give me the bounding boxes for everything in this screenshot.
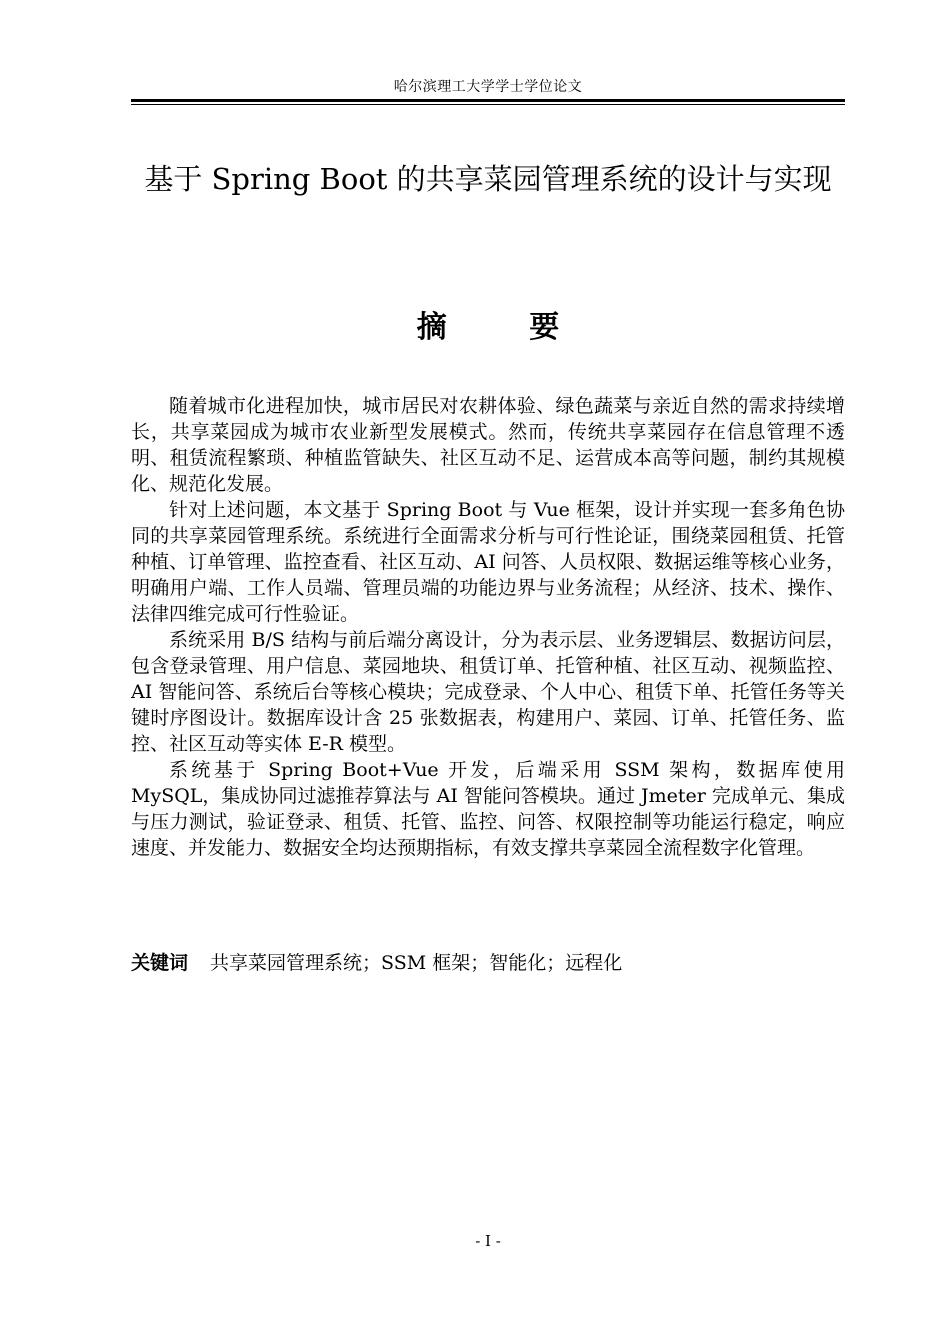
thesis-title: 基于 Spring Boot 的共享菜园管理系统的设计与实现 — [144, 162, 832, 196]
abstract-paragraph-1: 随着城市化进程加快，城市居民对农耕体验、绿色蔬菜与亲近自然的需求持续增长，共享菜园成为城市农业新型发展模式。然而，传统共享菜园存在信息管理不透明、租赁流程繁琐、种植监管缺失、社区互动不足、运营成本高等问题，制约其规模化、规范化发展。 — [131, 395, 845, 495]
keywords-label: 关键词 — [131, 952, 189, 974]
header-rule-thick — [131, 99, 845, 102]
keywords-line — [131, 950, 845, 976]
abstract-body — [131, 393, 845, 861]
abstract-heading: 摘 要 — [416, 310, 596, 345]
header-rule-thin — [131, 104, 845, 105]
abstract-paragraph-4: 系统基于 Spring Boot+Vue 开发，后端采用 SSM 架构，数据库使用 MySQL，集成协同过滤推荐算法与 AI 智能问答模块。通过 Jmeter 完成单元、集成与压力测试，验证登录、租赁、托管、监控、问答、权限控制等功能运行稳定，响应速度、并发能力、数据安全均达预期指标，有效支撑共享菜园全流程数字化管理。 — [131, 759, 845, 859]
abstract-paragraph-3: 系统采用 B/S 结构与前后端分离设计，分为表示层、业务逻辑层、数据访问层，包含登录管理、用户信息、菜园地块、租赁订单、托管种植、社区互动、视频监控、AI 智能问答、系统后台等核心模块；完成登录、个人中心、租赁下单、托管任务等关键时序图设计。数据库设计含 25 张数据表，构建用户、菜园、订单、托管任务、监控、社区互动等实体 E-R 模型。 — [131, 629, 845, 755]
running-header: 哈尔滨理工大学学士学位论文 — [393, 79, 583, 95]
keywords-value: 共享菜园管理系统；SSM 框架；智能化；远程化 — [210, 952, 623, 974]
page-number: - I - — [475, 1232, 501, 1250]
abstract-paragraph-2: 针对上述问题，本文基于 Spring Boot 与 Vue 框架，设计并实现一套多角色协同的共享菜园管理系统。系统进行全面需求分析与可行性论证，围绕菜园租赁、托管种植、订单管理、监控查看、社区互动、AI 问答、人员权限、数据运维等核心业务，明确用户端、工作人员端、管理员端的功能边界与业务流程；从经济、技术、操作、法律四维完成可行性验证。 — [131, 499, 845, 625]
